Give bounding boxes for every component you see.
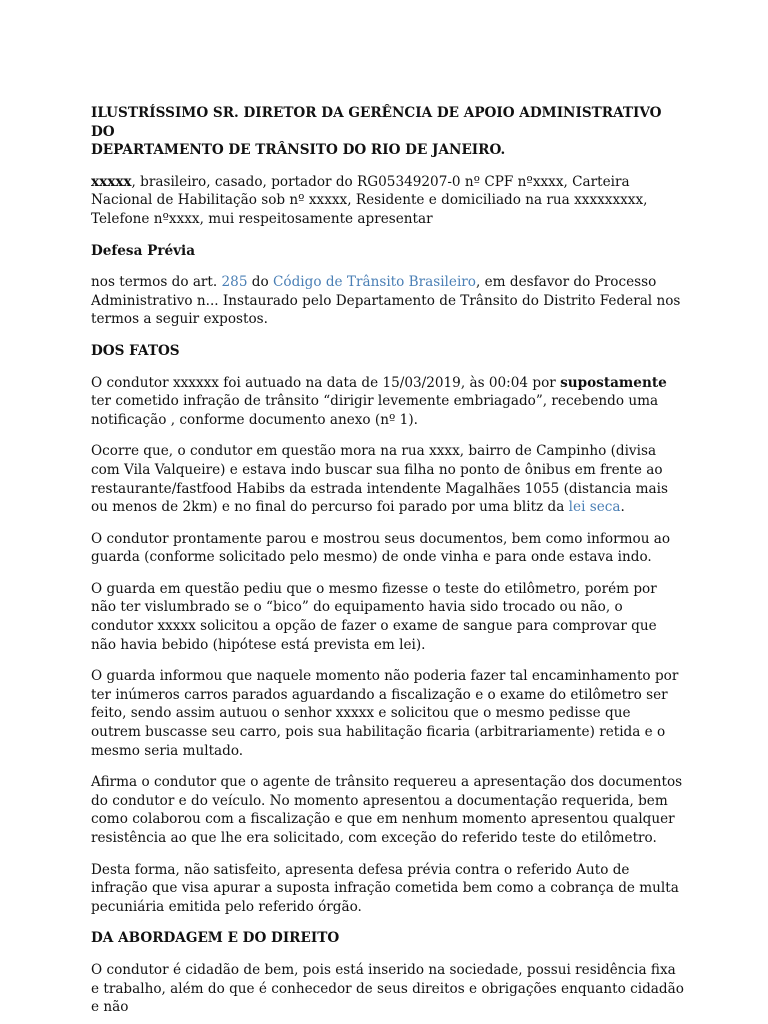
terms-suffix: , em desfavor do Processo Administrativo n... Instaurado pelo Departamento de Trânsito do Distrito Federal nos termos a seguir expostos.	[91, 274, 681, 328]
document-title	[91, 104, 684, 160]
title-line-2: DEPARTAMENTO DE TRÂNSITO DO RIO DE JANEIRO.	[91, 142, 506, 159]
fatos-paragraph-7: Desta forma, não satisfeito, apresenta defesa prévia contra o referido Auto de infração que visa apurar a suposta infração cometida bem como a cobrança de multa pecuniária emitida pelo referido órgão.	[91, 861, 679, 915]
article-285-link[interactable]: 285	[221, 274, 248, 291]
lei-seca-link[interactable]: lei seca	[568, 499, 621, 516]
fatos-paragraph-5: O guarda informou que naquele momento não poderia fazer tal encaminhamento por ter inúmeros carros parados aguardando a fiscalização e o exame do etilômetro ser feito, sendo assim autuou o senhor xxxxx e solicitou que o mesmo pedisse que outrem buscasse seu carro, pois sua habilitação ficaria (arbitrariamente) retida e o mesmo seria multado.	[91, 668, 679, 759]
terms-paragraph	[91, 273, 684, 329]
abordagem-direito-heading: DA ABORDAGEM E DO DIREITO	[91, 930, 340, 947]
dos-fatos-heading: DOS FATOS	[91, 342, 180, 359]
intro-paragraph	[91, 173, 684, 229]
fatos-paragraph-1	[91, 374, 684, 430]
fatos-paragraph-4: O guarda em questão pediu que o mesmo fizesse o teste do etilômetro, porém por não ter vislumbrado se o “bico” do equipamento havia sido trocado ou não, o condutor xxxxx solicitou a opção de fazer o exame de sangue para comprovar que não havia bebido (hipótese está prevista em lei).	[91, 580, 657, 653]
direito-paragraph-1: O condutor é cidadão de bem, pois está inserido na sociedade, possui residência fixa e trabalho, além do que é conhecedor de seus direitos e obrigações enquanto cidadão e não	[91, 961, 684, 1016]
terms-mid: do	[247, 274, 274, 291]
fatos-paragraph-3: O condutor prontamente parou e mostrou seus documentos, bem como informou ao guarda (conforme solicitado pelo mesmo) de onde vinha e para onde estava indo.	[91, 530, 671, 566]
fatos-p1-after: ter cometido infração de trânsito “dirigir levemente embriagado”, recebendo uma notificação , conforme documento anexo (nº 1).	[91, 393, 659, 428]
fatos-p2-after: .	[620, 499, 625, 516]
petitioner-name: xxxxx	[91, 173, 132, 190]
fatos-p1-before: O condutor xxxxxx foi autuado na data de 15/03/2019, às 00:04 por	[91, 374, 561, 391]
fatos-p2-before: Ocorre que, o condutor em questão mora na rua xxxx, bairro de Campinho (divisa com Vila Valqueire) e estava indo buscar sua filha no ponto de ônibus em frente ao restaurante/fastfood Habibs da estrada intendente Magalhães 1055 (distancia mais ou menos de 2km) e no final do percurso foi parado por uma blitz da	[91, 443, 668, 516]
ctb-link[interactable]: Código de Trânsito Brasileiro	[273, 274, 476, 291]
intro-text: , brasileiro, casado, portador do RG05349207-0 nº CPF nºxxxx, Carteira Nacional de Habilitação sob nº xxxxx, Residente e domiciliado na rua xxxxxxxxx, Telefone nºxxxx, mui respeitosamente apresentar	[91, 173, 648, 227]
fatos-paragraph-6: Afirma o condutor que o agente de trânsito requereu a apresentação dos documentos do condutor e do veículo. No momento apresentou a documentação requerida, bem como colaborou com a fiscalização e que em nenhum momento apresentou qualquer resistência ao que lhe era solicitado, com exceção do referido teste do etilômetro.	[91, 774, 683, 846]
fatos-paragraph-2	[91, 442, 684, 516]
defesa-previa-heading: Defesa Prévia	[91, 242, 196, 259]
terms-prefix: nos termos do art.	[91, 274, 222, 291]
title-line-1: ILUSTRÍSSIMO SR. DIRETOR DA GERÊNCIA DE APOIO ADMINISTRATIVO DO	[91, 105, 662, 140]
fatos-p1-emphasis: supostamente	[560, 374, 667, 391]
